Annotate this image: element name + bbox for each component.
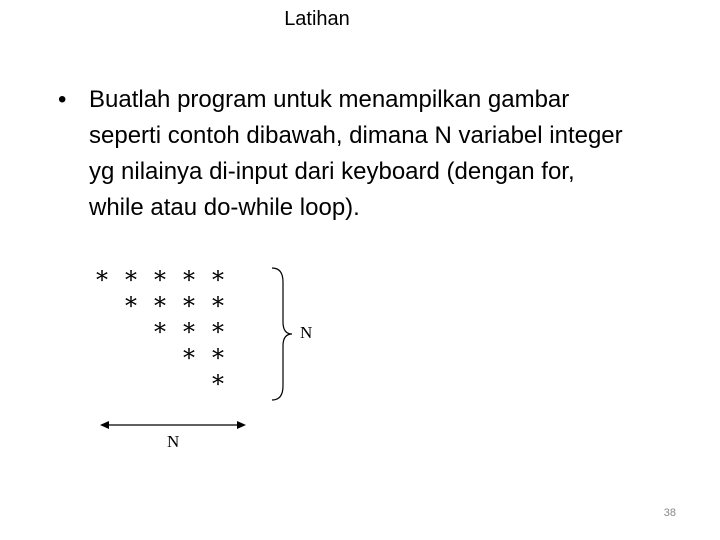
star-glyph: * <box>183 292 195 320</box>
star-glyph: * <box>154 292 166 320</box>
width-arrow-right-head <box>237 421 246 429</box>
star-glyph: * <box>212 370 224 398</box>
star-glyph: * <box>183 318 195 346</box>
bullet-line-4: while atau do-while loop). <box>89 194 360 221</box>
star-glyph: * <box>183 266 195 294</box>
width-arrow-left-head <box>100 421 109 429</box>
star-glyph: * <box>96 266 108 294</box>
star-glyph: * <box>154 266 166 294</box>
height-brace <box>272 268 292 400</box>
bullet-line-2: seperti contoh dibawah, dimana N variabel integer <box>89 122 623 149</box>
star-glyph: * <box>212 318 224 346</box>
page-number: 38 <box>663 507 676 519</box>
star-glyph: * <box>212 266 224 294</box>
star-glyph: * <box>212 344 224 372</box>
bullet-line-1: Buatlah program untuk menampilkan gambar <box>89 86 570 113</box>
bullet-line-3: yg nilainya di-input dari keyboard (dengan for, <box>89 158 575 185</box>
star-glyph: * <box>183 344 195 372</box>
star-glyph: * <box>154 318 166 346</box>
height-label: N <box>300 323 313 342</box>
star-glyph: * <box>125 266 137 294</box>
star-glyph: * <box>125 292 137 320</box>
slide-title: Latihan <box>284 8 350 30</box>
width-label: N <box>167 432 180 451</box>
star-glyph: * <box>212 292 224 320</box>
bullet-dot: • <box>58 86 67 113</box>
